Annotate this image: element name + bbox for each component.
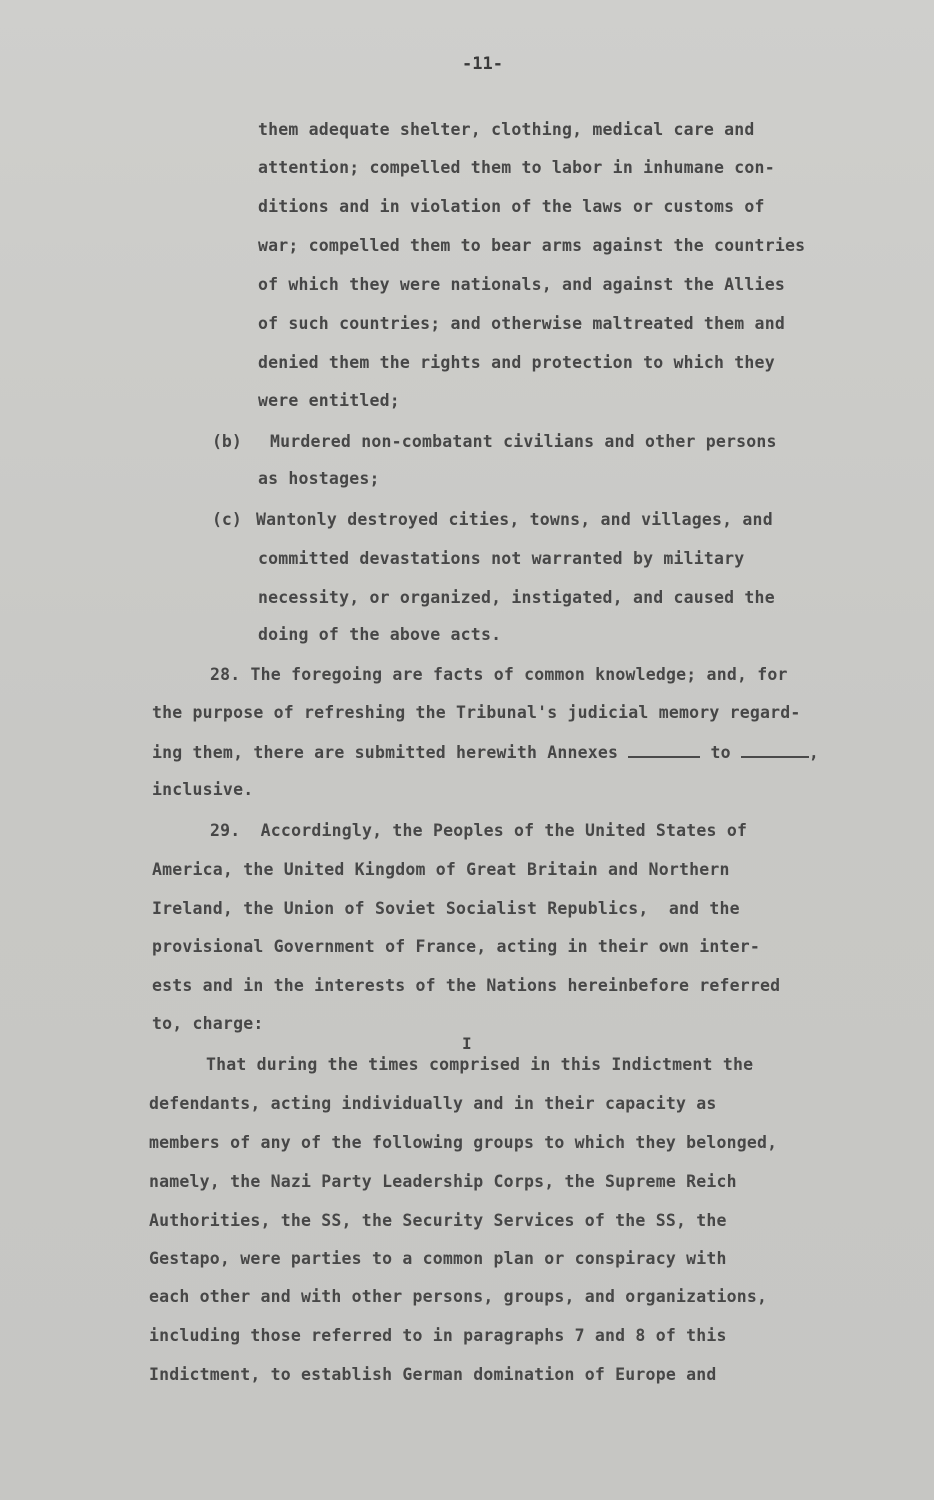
text-line: 28. The foregoing are facts of common knowledge; and, for xyxy=(210,665,788,684)
text-line: denied them the rights and protection to which they xyxy=(258,353,775,372)
text-line: were entitled; xyxy=(258,391,400,410)
text-line: ests and in the interests of the Nations hereinbefore referred xyxy=(152,976,781,995)
para28-line3 xyxy=(152,742,819,763)
text-line: them adequate shelter, clothing, medical care and xyxy=(258,120,755,139)
text-line: necessity, or organized, instigated, and caused the xyxy=(258,588,775,607)
text-line: America, the United Kingdom of Great Britain and Northern xyxy=(152,860,730,879)
text-line: as hostages; xyxy=(258,469,380,488)
text-span: to xyxy=(710,743,731,762)
text-line: namely, the Nazi Party Leadership Corps, the Supreme Reich xyxy=(149,1172,737,1191)
item-c-marker: (c) xyxy=(212,510,242,529)
page-number: -11- xyxy=(462,54,503,74)
text-line: each other and with other persons, groups, and organizations, xyxy=(149,1287,768,1306)
text-span: ing them, there are submitted herewith Annexes xyxy=(152,743,619,762)
text-line: Gestapo, were parties to a common plan or conspiracy with xyxy=(149,1249,727,1268)
text-line: Ireland, the Union of Soviet Socialist Republics, and the xyxy=(152,899,740,918)
text-line: attention; compelled them to labor in inhumane con- xyxy=(258,158,775,177)
text-line: Authorities, the SS, the Security Services of the SS, the xyxy=(149,1211,727,1230)
text-line: the purpose of refreshing the Tribunal's judicial memory regard- xyxy=(152,703,801,722)
text-line: 29. Accordingly, the Peoples of the United States of xyxy=(210,821,748,840)
text-line: provisional Government of France, acting in their own inter- xyxy=(152,937,761,956)
text-line: including those referred to in paragraphs 7 and 8 of this xyxy=(149,1326,727,1345)
text-line: Wantonly destroyed cities, towns, and villages, and xyxy=(256,510,773,529)
text-line: ditions and in violation of the laws or customs of xyxy=(258,197,765,216)
text-line: of such countries; and otherwise maltreated them and xyxy=(258,314,785,333)
text-line: Murdered non-combatant civilians and other persons xyxy=(270,432,777,451)
text-line: to, charge: xyxy=(152,1014,264,1033)
annex-blank-end xyxy=(741,742,809,758)
text-line: doing of the above acts. xyxy=(258,625,502,644)
item-b-marker: (b) xyxy=(212,432,242,451)
text-span: , xyxy=(808,743,820,762)
text-line: defendants, acting individually and in their capacity as xyxy=(149,1094,717,1113)
text-line: members of any of the following groups to which they belonged, xyxy=(149,1133,778,1152)
text-line: Indictment, to establish German domination of Europe and xyxy=(149,1365,717,1384)
section-numeral: I xyxy=(462,1034,472,1053)
text-line: of which they were nationals, and against the Allies xyxy=(258,275,785,294)
text-line: inclusive. xyxy=(152,780,254,799)
text-line: That during the times comprised in this Indictment the xyxy=(206,1055,754,1074)
text-line: committed devastations not warranted by military xyxy=(258,549,745,568)
text-line: war; compelled them to bear arms against the countries xyxy=(258,236,806,255)
annex-blank-start xyxy=(628,742,700,758)
